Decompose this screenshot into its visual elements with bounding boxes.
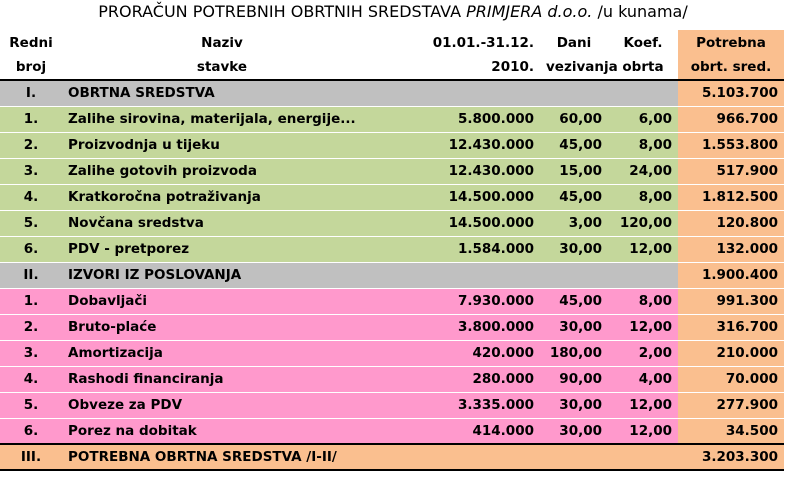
table-row: 1. Zalihe sirovina, materijala, energije... 5.800.000 60,00 6,00 966.700 — [0, 106, 784, 132]
table-row: 4. Rashodi financiranja 280.000 90,00 4,00 70.000 — [0, 366, 784, 392]
header-cell: obrta — [608, 55, 678, 80]
section-num: I. — [0, 80, 62, 106]
title-main: PRORAČUN POTREBNIH OBRTNIH SREDSTAVA — [98, 2, 467, 21]
table-row: 1. Dobavljači 7.930.000 45,00 8,00 991.300 — [0, 288, 784, 314]
header-cell: Naziv — [62, 30, 382, 55]
table-row: 5. Novčana sredstva 14.500.000 3,00 120,00 120.800 — [0, 210, 784, 236]
header-cell: Potrebna — [678, 30, 784, 55]
header-cell: 01.01.-31.12. — [382, 30, 540, 55]
table-row: 3. Zalihe gotovih proizvoda 12.430.000 15,00 24,00 517.900 — [0, 158, 784, 184]
header-cell: broj — [0, 55, 62, 80]
header-cell: Dani — [540, 30, 608, 55]
section-num: III. — [0, 444, 62, 470]
section-total: 5.103.700 — [678, 80, 784, 106]
section-label: POTREBNA OBRTNA SREDSTVA /I-II/ — [62, 444, 382, 470]
table-row: 5. Obveze za PDV 3.335.000 30,00 12,00 277.900 — [0, 392, 784, 418]
header-cell: vezivanja — [540, 55, 608, 80]
section-row-assets — [0, 80, 784, 106]
header-row-1 — [0, 30, 784, 55]
table-row: 2. Proizvodnja u tijeku 12.430.000 45,00 8,00 1.553.800 — [0, 132, 784, 158]
header-cell: 2010. — [382, 55, 540, 80]
working-capital-table — [0, 30, 784, 471]
header-cell: obrt. sred. — [678, 55, 784, 80]
section-label: IZVORI IZ POSLOVANJA — [62, 262, 382, 288]
section-label: OBRTNA SREDSTVA — [62, 80, 382, 106]
header-cell: Redni — [0, 30, 62, 55]
section-num: II. — [0, 262, 62, 288]
grand-total: 3.203.300 — [678, 444, 784, 470]
title-unit: /u kunama/ — [592, 2, 688, 21]
page-title — [0, 2, 786, 21]
total-row — [0, 444, 784, 470]
header-cell: Koef. — [608, 30, 678, 55]
title-company: PRIMJERA d.o.o. — [466, 2, 593, 21]
section-row-sources — [0, 262, 784, 288]
table-row: 6. Porez na dobitak 414.000 30,00 12,00 34.500 — [0, 418, 784, 444]
header-row-2 — [0, 55, 784, 80]
table-row: 4. Kratkoročna potraživanja 14.500.000 45,00 8,00 1.812.500 — [0, 184, 784, 210]
section-total: 1.900.400 — [678, 262, 784, 288]
table-row: 3. Amortizacija 420.000 180,00 2,00 210.000 — [0, 340, 784, 366]
table-row: 2. Bruto-plaće 3.800.000 30,00 12,00 316.700 — [0, 314, 784, 340]
header-cell: stavke — [62, 55, 382, 80]
table-row: 6. PDV - pretporez 1.584.000 30,00 12,00 132.000 — [0, 236, 784, 262]
